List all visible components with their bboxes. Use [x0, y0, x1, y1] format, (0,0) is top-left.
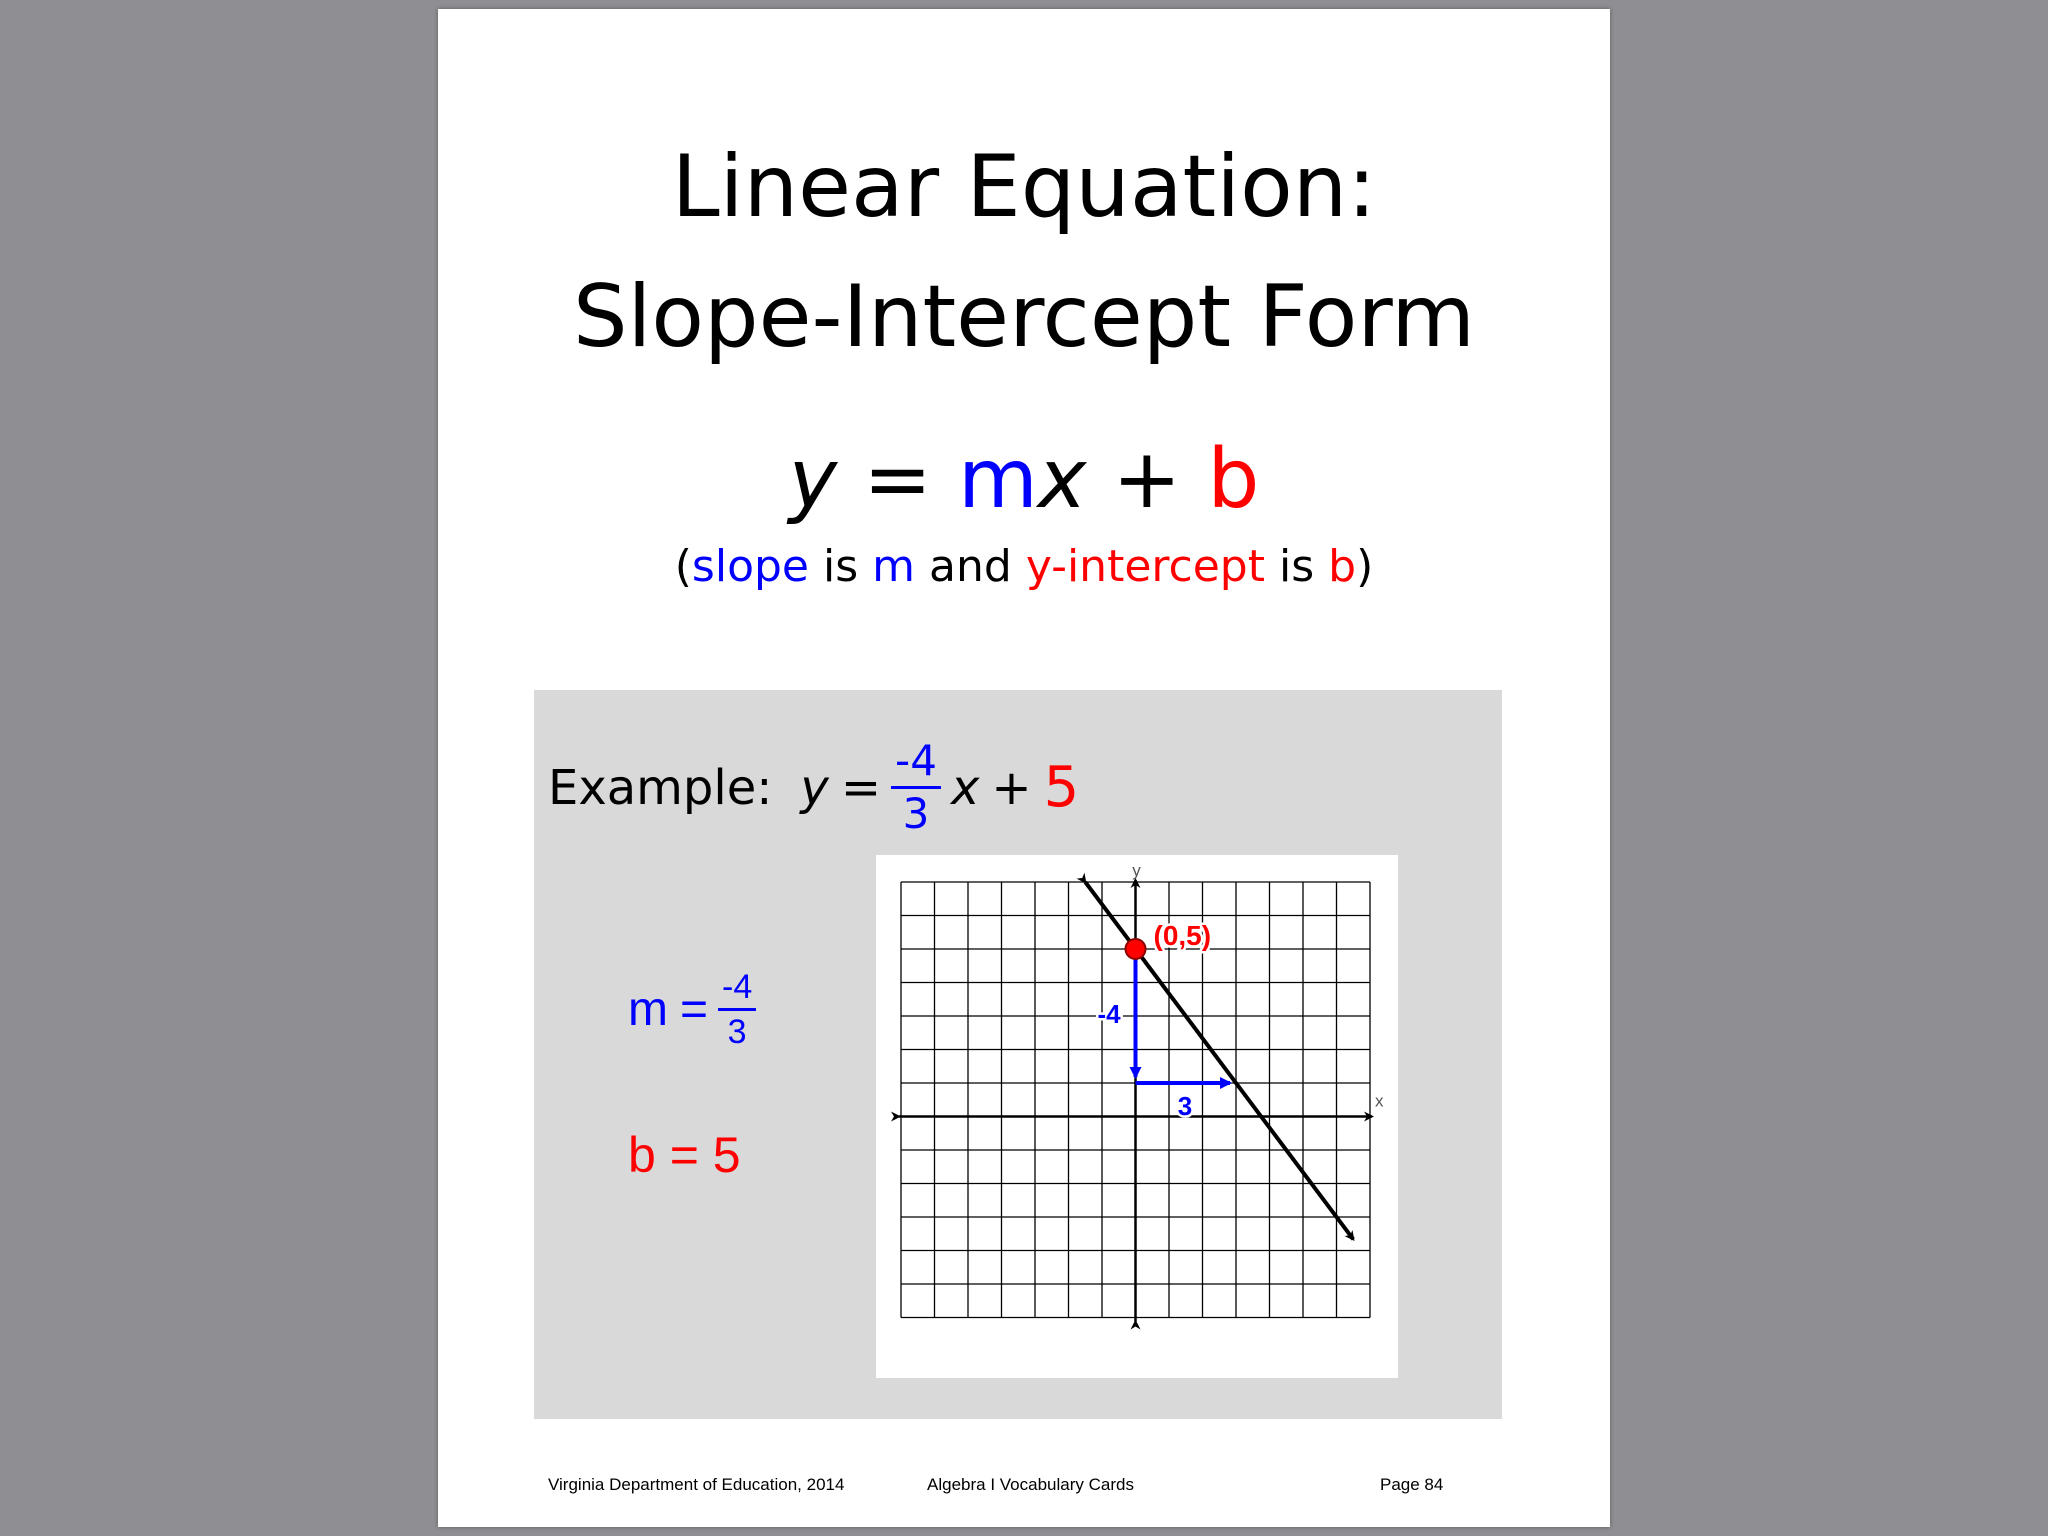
caption-y-intercept: y-intercept [1025, 541, 1265, 592]
graph-svg [876, 855, 1398, 1378]
slope-value-fraction [718, 970, 756, 1049]
example-slope-fraction [891, 736, 941, 838]
example-x: x [950, 759, 980, 816]
caption-close-paren: ) [1356, 541, 1374, 592]
page-title-line1: Linear Equation: [671, 137, 1377, 237]
footer-title: Algebra I Vocabulary Cards [927, 1475, 1134, 1494]
formula-b: b [1207, 432, 1260, 527]
example-y: y [800, 759, 829, 816]
slope-intercept-formula [438, 432, 1610, 527]
example-equation [548, 736, 1080, 838]
caption-open-paren: ( [674, 541, 692, 592]
formula-y: y [788, 432, 838, 527]
example-slope-denominator: 3 [902, 789, 930, 838]
rise-label: -4 [1097, 999, 1121, 1029]
intercept-value: b = 5 [628, 1127, 741, 1183]
formula-caption [438, 541, 1610, 592]
formula-equals: = [863, 432, 932, 527]
coordinate-graph [876, 855, 1398, 1378]
example-box [534, 690, 1502, 1419]
caption-is-1: is [823, 541, 859, 592]
point-label: (0,5) [1153, 920, 1212, 951]
slope-value-denominator: 3 [727, 1013, 747, 1051]
footer-page-number: Page 84 [1380, 1475, 1444, 1494]
formula-plus: + [1112, 432, 1182, 527]
caption-b: b [1328, 541, 1357, 592]
formula-x: x [1037, 432, 1087, 527]
caption-and: and [929, 541, 1012, 592]
slope-value-m: m [628, 983, 668, 1036]
formula-m: m [958, 432, 1038, 527]
example-label: Example: [548, 759, 773, 816]
caption-m: m [872, 541, 916, 592]
x-axis-label: x [1375, 1091, 1384, 1111]
equation-line-path [1085, 882, 1353, 1239]
slope-value-equals: = [679, 983, 709, 1036]
caption-slope: slope [691, 541, 809, 592]
page-title-line2: Slope-Intercept Form [572, 267, 1476, 367]
example-equals: = [840, 759, 882, 816]
run-label: 3 [1177, 1091, 1193, 1121]
footer-source: Virginia Department of Education, 2014 [548, 1475, 845, 1494]
y-axis-label: y [1132, 861, 1141, 880]
example-slope-numerator: -4 [891, 740, 941, 789]
caption-is-2: is [1278, 541, 1315, 592]
slope-value [628, 970, 766, 1049]
example-plus: + [991, 759, 1032, 816]
document-page [438, 9, 1610, 1527]
example-intercept: 5 [1043, 754, 1080, 820]
slope-value-numerator: -4 [718, 970, 756, 1011]
equation-line [1085, 882, 1353, 1239]
y-intercept-point [1126, 939, 1146, 959]
